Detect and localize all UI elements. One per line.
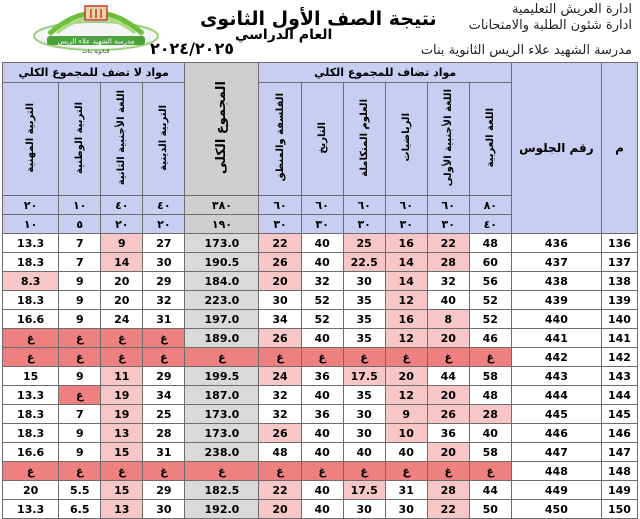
total-cell: 182.5 <box>185 481 259 500</box>
score-cell: غ <box>385 462 427 481</box>
row-index: 140 <box>601 310 637 329</box>
score-cell: 35 <box>343 291 385 310</box>
col-total-header: المجموع الكلى <box>185 63 259 196</box>
score-cell: 20 <box>427 443 469 462</box>
score-cell: 32 <box>301 272 343 291</box>
logo-text: مدرسة الشهيد علاء الريس <box>57 37 135 46</box>
score-cell: غ <box>59 462 101 481</box>
score-cell: 40 <box>301 500 343 519</box>
score-cell: 22 <box>259 234 301 253</box>
score-cell: 26 <box>259 329 301 348</box>
seat-number: 444 <box>511 386 601 405</box>
score-cell: 17.5 <box>343 481 385 500</box>
seat-number: 449 <box>511 481 601 500</box>
score-cell: 40 <box>301 386 343 405</box>
score-cell: 30 <box>343 500 385 519</box>
seat-number: 445 <box>511 405 601 424</box>
row-index: 145 <box>601 405 637 424</box>
score-cell: 48 <box>469 234 511 253</box>
total-cell: غ <box>185 462 259 481</box>
score-cell: 28 <box>469 405 511 424</box>
score-cell: 14 <box>385 253 427 272</box>
score-cell: غ <box>343 348 385 367</box>
row-index: 136 <box>601 234 637 253</box>
subject-header-not-added: التربية المهنية <box>3 83 59 196</box>
score-cell: 6.5 <box>59 500 101 519</box>
table-row <box>3 234 638 253</box>
score-cell: 9 <box>59 443 101 462</box>
group-added-header: مواد تضاف للمجموع الكلي <box>259 63 511 83</box>
score-cell: غ <box>143 348 185 367</box>
score-cell: 36 <box>427 424 469 443</box>
row-index: 146 <box>601 424 637 443</box>
max-mark-cell: ٦٠ <box>301 196 343 215</box>
table-row <box>3 405 638 424</box>
score-cell: 26 <box>259 253 301 272</box>
max-mark-cell: ٦٠ <box>259 196 301 215</box>
year-value: ٢٠٢٤/٢٠٢٥ <box>150 39 234 58</box>
score-cell: 40 <box>301 424 343 443</box>
score-cell: غ <box>59 386 101 405</box>
table-row <box>3 424 638 443</box>
min-mark-cell: ٢٠ <box>143 215 185 234</box>
score-cell: 28 <box>143 424 185 443</box>
subject-header-not-added: اللغة الأجنبية الثانية <box>101 83 143 196</box>
score-cell: 25 <box>343 234 385 253</box>
score-cell: 40 <box>301 329 343 348</box>
score-cell: 30 <box>259 291 301 310</box>
score-cell: غ <box>3 348 59 367</box>
score-cell: 13.3 <box>3 500 59 519</box>
score-cell: 12 <box>385 386 427 405</box>
table-row <box>3 500 638 519</box>
score-cell: غ <box>427 462 469 481</box>
subject-header-added: الرياضيات <box>385 83 427 196</box>
min-mark-cell: ٣٠ <box>427 215 469 234</box>
score-cell: 11 <box>101 367 143 386</box>
total-cell: 189.0 <box>185 329 259 348</box>
table-row <box>3 386 638 405</box>
score-cell: 44 <box>469 481 511 500</box>
score-cell: غ <box>143 329 185 348</box>
score-cell: 29 <box>143 272 185 291</box>
subject-header-added: الفلسفة والمنطق <box>259 83 301 196</box>
score-cell: 20 <box>385 367 427 386</box>
score-cell: غ <box>469 348 511 367</box>
score-cell: 52 <box>469 291 511 310</box>
score-cell: 16.6 <box>3 443 59 462</box>
total-cell: 187.0 <box>185 386 259 405</box>
score-cell: 18.3 <box>3 405 59 424</box>
score-cell: 7 <box>59 253 101 272</box>
score-cell: 44 <box>427 367 469 386</box>
score-cell: 17.5 <box>343 367 385 386</box>
score-cell: غ <box>59 348 101 367</box>
total-cell: 173.0 <box>185 405 259 424</box>
score-cell: 22 <box>427 500 469 519</box>
group-not-added-header: مواد لا تضف للمجموع الكلي <box>3 63 185 83</box>
table-row <box>3 462 638 481</box>
org-line-affairs: ادارة شئون الطلبة والامتحانات <box>468 18 632 33</box>
score-cell: 52 <box>301 310 343 329</box>
score-cell: 9 <box>59 310 101 329</box>
score-cell: 20 <box>259 272 301 291</box>
score-cell: 29 <box>143 481 185 500</box>
seat-number: 436 <box>511 234 601 253</box>
max-mark-cell: ٦٠ <box>343 196 385 215</box>
score-cell: 13.3 <box>3 234 59 253</box>
min-mark-cell: ٣٠ <box>343 215 385 234</box>
score-cell: 52 <box>469 310 511 329</box>
score-cell: 58 <box>469 367 511 386</box>
score-cell: 16 <box>385 310 427 329</box>
score-cell: 30 <box>343 272 385 291</box>
score-cell: غ <box>259 348 301 367</box>
score-cell: 5.5 <box>59 481 101 500</box>
seat-number: 441 <box>511 329 601 348</box>
score-cell: 7 <box>59 405 101 424</box>
score-cell: 32 <box>259 386 301 405</box>
score-cell: 30 <box>143 253 185 272</box>
total-cell: 173.0 <box>185 424 259 443</box>
subject-header-added: التاريخ <box>301 83 343 196</box>
score-cell: 48 <box>259 443 301 462</box>
score-cell: 32 <box>427 272 469 291</box>
score-cell: 12 <box>385 291 427 310</box>
score-cell: 13.3 <box>3 386 59 405</box>
seat-number: 446 <box>511 424 601 443</box>
total-cell: 199.5 <box>185 367 259 386</box>
score-cell: 19 <box>101 405 143 424</box>
subject-header-not-added: التربية الدينية <box>143 83 185 196</box>
score-cell: 34 <box>143 386 185 405</box>
max-mark-cell: ٤٠ <box>101 196 143 215</box>
score-cell: 13 <box>101 500 143 519</box>
score-cell: 9 <box>59 272 101 291</box>
score-cell: 48 <box>469 386 511 405</box>
score-cell: 18.3 <box>3 424 59 443</box>
max-mark-cell: ٦٠ <box>385 196 427 215</box>
min-total-cell: ١٩٠ <box>185 215 259 234</box>
score-cell: 18.3 <box>3 253 59 272</box>
seat-number: 438 <box>511 272 601 291</box>
score-cell: 27 <box>143 234 185 253</box>
score-cell: غ <box>301 348 343 367</box>
score-cell: 40 <box>343 443 385 462</box>
score-cell: 34 <box>259 310 301 329</box>
score-cell: 31 <box>385 481 427 500</box>
total-cell: 190.5 <box>185 253 259 272</box>
subject-header-added: اللغة الأجنبية الأولى <box>427 83 469 196</box>
min-mark-cell: ٤٠ <box>469 215 511 234</box>
seat-number: 439 <box>511 291 601 310</box>
score-cell: 16 <box>385 234 427 253</box>
max-mark-cell: ٤٠ <box>143 196 185 215</box>
score-cell: 24 <box>101 310 143 329</box>
score-cell: 31 <box>143 443 185 462</box>
score-cell: 40 <box>385 443 427 462</box>
row-index: 149 <box>601 481 637 500</box>
score-cell: 32 <box>143 291 185 310</box>
score-cell: غ <box>385 348 427 367</box>
score-cell: 40 <box>301 443 343 462</box>
max-mark-cell: ٨٠ <box>469 196 511 215</box>
total-cell: 197.0 <box>185 310 259 329</box>
row-index: 150 <box>601 500 637 519</box>
table-row <box>3 443 638 462</box>
score-cell: 19 <box>101 386 143 405</box>
score-cell: 18.3 <box>3 291 59 310</box>
score-cell: 13 <box>101 424 143 443</box>
min-mark-cell: ٣٠ <box>301 215 343 234</box>
score-cell: 36 <box>301 405 343 424</box>
score-cell: 30 <box>343 424 385 443</box>
score-cell: غ <box>259 462 301 481</box>
score-cell: 15 <box>3 367 59 386</box>
score-cell: 36 <box>301 367 343 386</box>
total-cell: 184.0 <box>185 272 259 291</box>
table-row <box>3 329 638 348</box>
row-index: 137 <box>601 253 637 272</box>
seat-number: 437 <box>511 253 601 272</box>
score-cell: 7 <box>59 234 101 253</box>
score-cell: 9 <box>59 291 101 310</box>
score-cell: 30 <box>385 500 427 519</box>
score-cell: 24 <box>259 367 301 386</box>
score-cell: 9 <box>385 405 427 424</box>
min-mark-cell: ٣٠ <box>259 215 301 234</box>
row-index: 139 <box>601 291 637 310</box>
score-cell: 56 <box>469 272 511 291</box>
total-cell: 173.0 <box>185 234 259 253</box>
score-cell: 50 <box>469 500 511 519</box>
table-row <box>3 291 638 310</box>
score-cell: 46 <box>469 329 511 348</box>
org-line-school: مدرسة الشهيد علاء الريس الثانوية بنات <box>420 43 632 58</box>
score-cell: 26 <box>259 424 301 443</box>
org-line-directorate: ادارة العريش التعليمية <box>512 2 632 17</box>
score-cell: 32 <box>259 405 301 424</box>
subject-header-not-added: التربية الوطنية <box>59 83 101 196</box>
score-cell: غ <box>343 462 385 481</box>
score-cell: 15 <box>101 481 143 500</box>
score-cell: 9 <box>59 424 101 443</box>
score-cell: 35 <box>343 310 385 329</box>
score-cell: 20 <box>101 272 143 291</box>
score-cell: 20 <box>427 386 469 405</box>
score-cell: غ <box>101 348 143 367</box>
score-cell: 30 <box>143 500 185 519</box>
score-cell: غ <box>101 462 143 481</box>
total-cell: 192.0 <box>185 500 259 519</box>
score-cell: 14 <box>385 272 427 291</box>
score-cell: 20 <box>3 481 59 500</box>
max-mark-cell: ١٠ <box>59 196 101 215</box>
table-row <box>3 367 638 386</box>
score-cell: 35 <box>343 386 385 405</box>
score-cell: 30 <box>343 405 385 424</box>
score-cell: 40 <box>469 424 511 443</box>
table-row <box>3 310 638 329</box>
table-row <box>3 481 638 500</box>
score-cell: 40 <box>301 481 343 500</box>
row-index: 144 <box>601 386 637 405</box>
seat-number: 448 <box>511 462 601 481</box>
seat-number: 442 <box>511 348 601 367</box>
score-cell: 60 <box>469 253 511 272</box>
seat-number: 447 <box>511 443 601 462</box>
table-row <box>3 253 638 272</box>
score-cell: 22 <box>427 234 469 253</box>
total-cell: غ <box>185 348 259 367</box>
score-cell: غ <box>59 329 101 348</box>
score-cell: 22 <box>259 481 301 500</box>
min-mark-cell: ٢٠ <box>101 215 143 234</box>
score-cell: 20 <box>259 500 301 519</box>
total-cell: 223.0 <box>185 291 259 310</box>
col-index-header: م <box>601 63 637 234</box>
school-logo <box>27 0 165 56</box>
results-table <box>2 62 638 519</box>
score-cell: 40 <box>301 234 343 253</box>
seat-number: 450 <box>511 500 601 519</box>
row-index: 141 <box>601 329 637 348</box>
row-index: 143 <box>601 367 637 386</box>
score-cell: 8 <box>427 310 469 329</box>
report-title: نتيجة الصف الأول الثانوى <box>200 8 437 30</box>
score-cell: 9 <box>101 234 143 253</box>
subject-header-added: اللغة العربية <box>469 83 511 196</box>
score-cell: غ <box>101 329 143 348</box>
score-cell: غ <box>469 462 511 481</box>
score-cell: 52 <box>301 291 343 310</box>
score-cell: 22.5 <box>343 253 385 272</box>
min-mark-cell: ١٠ <box>3 215 59 234</box>
score-cell: غ <box>3 462 59 481</box>
seat-number: 443 <box>511 367 601 386</box>
max-total-cell: ٣٨٠ <box>185 196 259 215</box>
min-mark-cell: ٥ <box>59 215 101 234</box>
score-cell: غ <box>301 462 343 481</box>
score-cell: 28 <box>427 481 469 500</box>
score-cell: 35 <box>343 329 385 348</box>
score-cell: 20 <box>101 291 143 310</box>
score-cell: 31 <box>143 310 185 329</box>
row-index: 148 <box>601 462 637 481</box>
row-index: 147 <box>601 443 637 462</box>
col-seat-header: رقم الجلوس <box>511 63 601 234</box>
score-cell: 14 <box>101 253 143 272</box>
seat-number: 440 <box>511 310 601 329</box>
row-index: 142 <box>601 348 637 367</box>
score-cell: 29 <box>143 367 185 386</box>
min-mark-cell: ٣٠ <box>385 215 427 234</box>
score-cell: 8.3 <box>3 272 59 291</box>
table-row <box>3 272 638 291</box>
score-cell: 15 <box>101 443 143 462</box>
logo-subtext: الثانوية بنات <box>82 49 110 55</box>
score-cell: 12 <box>385 329 427 348</box>
max-mark-cell: ٢٠ <box>3 196 59 215</box>
total-cell: 238.0 <box>185 443 259 462</box>
subject-header-added: العلوم المتكاملة <box>343 83 385 196</box>
score-cell: 40 <box>427 291 469 310</box>
score-cell: 20 <box>427 329 469 348</box>
score-cell: 28 <box>427 253 469 272</box>
score-cell: 26 <box>427 405 469 424</box>
score-cell: 16.6 <box>3 310 59 329</box>
max-mark-cell: ٦٠ <box>427 196 469 215</box>
year-label: العام الدراسي <box>235 27 333 43</box>
row-index: 138 <box>601 272 637 291</box>
score-cell: 25 <box>143 405 185 424</box>
score-cell: غ <box>3 329 59 348</box>
score-cell: 58 <box>469 443 511 462</box>
score-cell: 40 <box>301 253 343 272</box>
score-cell: غ <box>427 348 469 367</box>
score-cell: 9 <box>59 367 101 386</box>
table-row <box>3 348 638 367</box>
score-cell: 10 <box>385 424 427 443</box>
score-cell: غ <box>143 462 185 481</box>
